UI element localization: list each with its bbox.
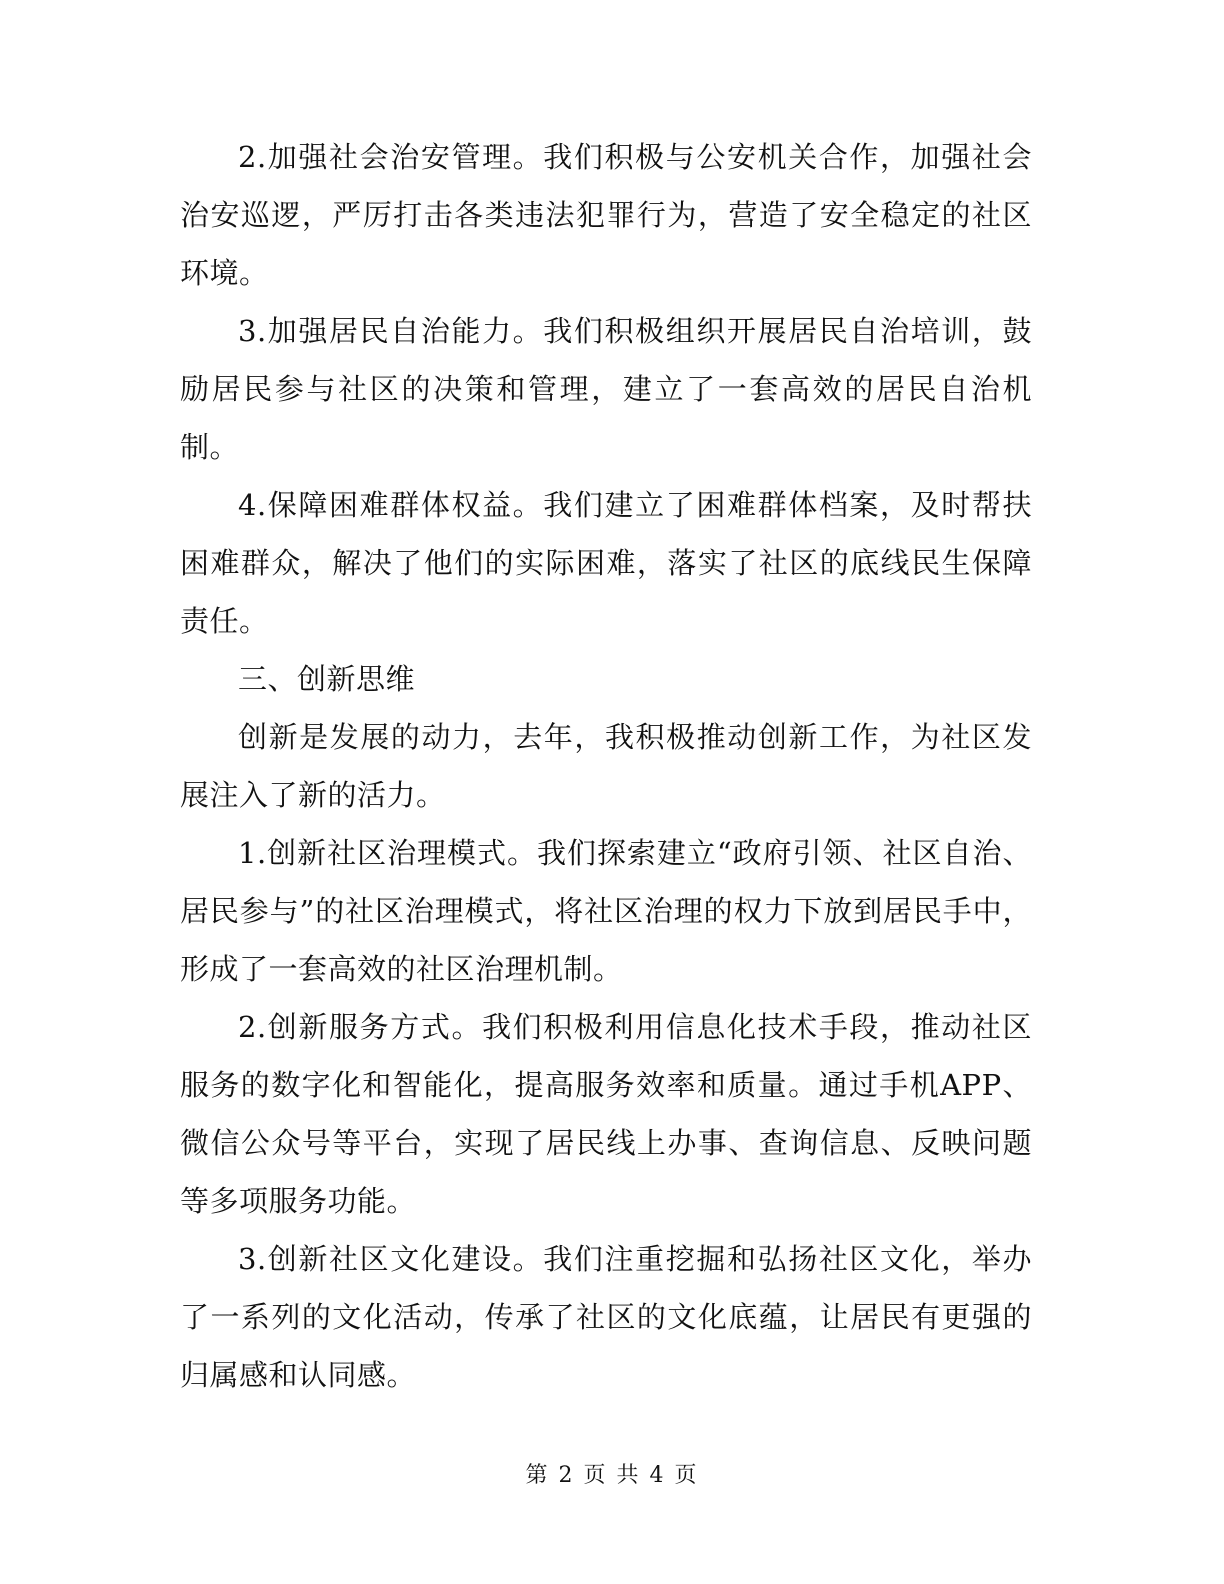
paragraph-public-security: 2.加强社会治安管理。我们积极与公安机关合作，加强社会治安巡逻，严厉打击各类违法犯罪行为，营造了安全稳定的社区环境。 [180, 140, 1032, 290]
paragraph-innovation-intro: 创新是发展的动力，去年，我积极推动创新工作，为社区发展注入了新的活力。 [180, 720, 1032, 812]
paragraph-vulnerable-groups: 4.保障困难群体权益。我们建立了困难群体档案，及时帮扶困难群众，解决了他们的实际困难，落实了社区的底线民生保障责任。 [180, 488, 1032, 638]
paragraph-service-methods: 2.创新服务方式。我们积极利用信息化技术手段，推动社区服务的数字化和智能化，提高服务效率和质量。通过手机APP、微信公众号等平台，实现了居民线上办事、查询信息、反映问题等多项服务功能。 [180, 1010, 1032, 1218]
paragraph-culture-building: 3.创新社区文化建设。我们注重挖掘和弘扬社区文化，举办了一系列的文化活动，传承了社区的文化底蕴，让居民有更强的归属感和认同感。 [180, 1242, 1032, 1392]
document-body [180, 128, 1032, 1404]
paragraph-resident-self-governance: 3.加强居民自治能力。我们积极组织开展居民自治培训，鼓励居民参与社区的决策和管理，建立了一套高效的居民自治机制。 [180, 314, 1032, 464]
paragraph-governance-model: 1.创新社区治理模式。我们探索建立“政府引领、社区自治、居民参与”的社区治理模式，将社区治理的权力下放到居民手中，形成了一套高效的社区治理机制。 [180, 836, 1032, 986]
section-heading-innovation: 三、创新思维 [238, 662, 416, 696]
page-number-footer: 第 2 页 共 4 页 [525, 1463, 699, 1488]
